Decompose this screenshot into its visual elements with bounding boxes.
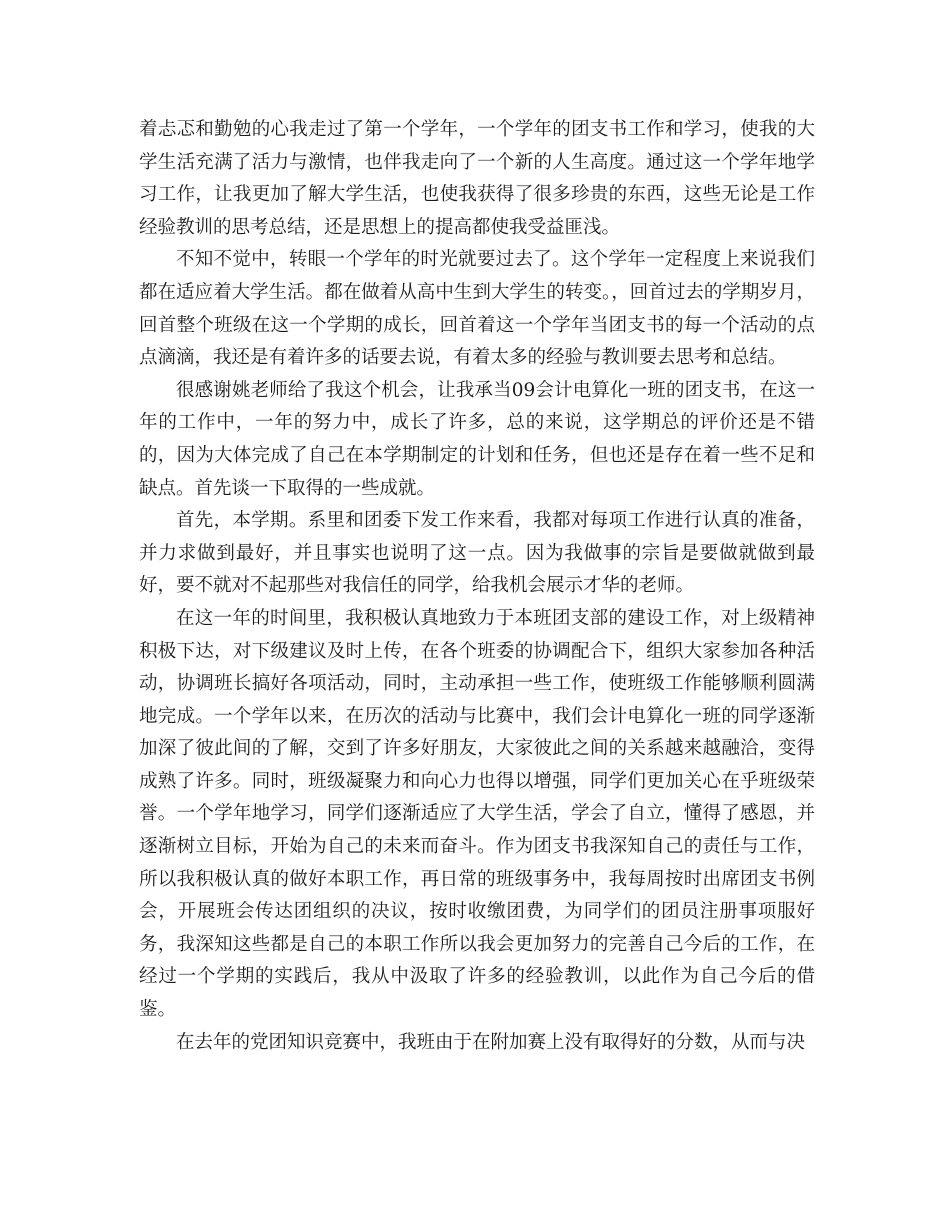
paragraph-continuation: 着忐忑和勤勉的心我走过了第一个学年，一个学年的团支书工作和学习，使我的大学生活充满了活力与激情，也伴我走向了一个新的人生高度。通过这一个学年地学习工作，让我更加了解大学生活，也使我获得了很多珍贵的东西，这些无论是工作经验教训的思考总结，还是思想上的提高都使我受益匪浅。: [139, 119, 815, 238]
document-body: [139, 114, 815, 1059]
paragraph: 首先，本学期。系里和团委下发工作来看，我都对每项工作进行认真的准备，并力求做到最好，并且事实也说明了这一点。因为我做事的宗旨是要做就做到最好，要不就对不起那些对我信任的同学，给我机会展示才华的老师。: [139, 510, 815, 597]
paragraph-truncated: 在去年的党团知识竞赛中，我班由于在附加赛上没有取得好的分数，从而与决: [176, 1031, 806, 1053]
paragraph: 很感谢姚老师给了我这个机会，让我承当09会计电算化一班的团支书，在这一年的工作中，一年的努力中，成长了许多，总的来说，这学期总的评价还是不错的，因为大体完成了自己在本学期制定的计划和任务，但也还是存在着一些不足和缺点。首先谈一下取得的一些成就。: [139, 379, 815, 499]
paragraph: 在这一年的时间里，我积极认真地致力于本班团支部的建设工作，对上级精神积极下达，对下级建议及时上传，在各个班委的协调配合下，组织大家参加各种活动，协调班长搞好各项活动，同时，主动承担一些工作，使班级工作能够顺利圆满地完成。一个学年以来，在历次的活动与比赛中，我们会计电算化一班的同学逐渐加深了彼此间的了解，交到了许多好朋友，大家彼此之间的关系越来越融洽，变得成熟了许多。同时，班级凝聚力和向心力也得以增强，同学们更加关心在乎班级荣誉。一个学年地学习，同学们逐渐适应了大学生活，学会了自立，懂得了感恩，并逐渐树立目标，开始为自己的未来而奋斗。作为团支书我深知自己的责任与工作，所以我积极认真的做好本职工作，再日常的班级事务中，我每周按时出席团支书例会，开展班会传达团组织的决议，按时收缴团费，为同学们的团员注册事项服好务，我深知这些都是自己的本职工作所以我会更加努力的完善自己今后的工作，在经过一个学期的实践后，我从中汲取了许多的经验教训，以此作为自己今后的借鉴。: [139, 607, 815, 1021]
paragraph: 不知不觉中，转眼一个学年的时光就要过去了。这个学年一定程度上来说我们都在适应着大学生活。都在做着从高中生到大学生的转变。，回首过去的学期岁月，回首整个班级在这一个学期的成长，回首着这一个学年当团支书的每一个活动的点点滴滴，我还是有着许多的话要去说，有着太多的经验与教训要去思考和总结。: [139, 249, 815, 369]
